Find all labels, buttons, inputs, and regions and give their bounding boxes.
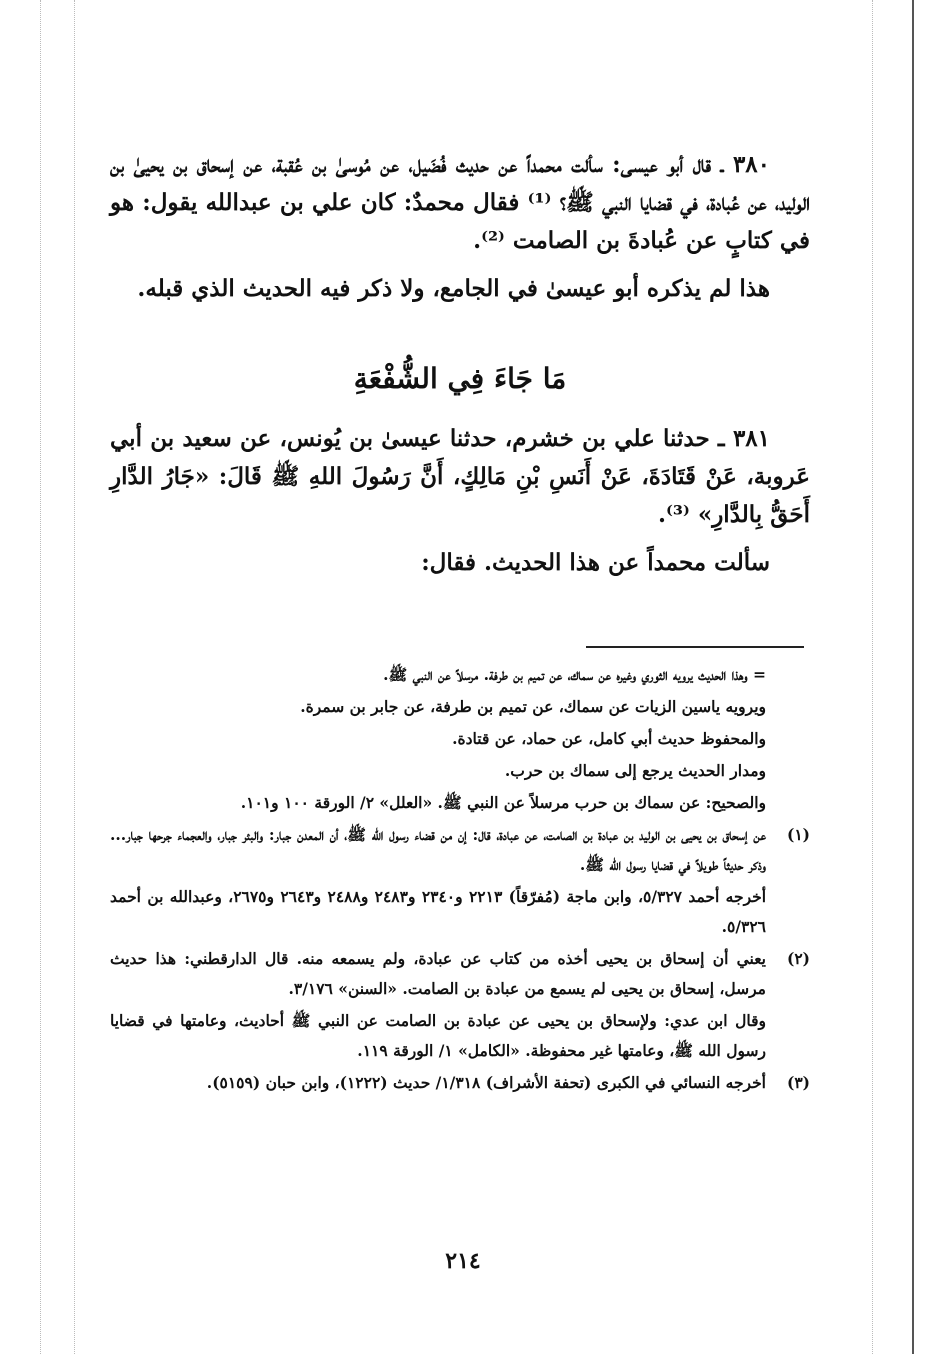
footnote-number: (٣) — [786, 1073, 810, 1092]
hadith-381 — [110, 420, 810, 592]
text-line: ٣٨٠ ـ قال أبو عيسى: سألت محمداً عن حديث فُضَيل، عن مُوسىٰ بن — [312, 151, 770, 178]
hadith-381-question: سألت محمداً عن هذا الحديث. فقال: — [421, 549, 770, 576]
chapter-heading: مَا جَاءَ فِي الشُّفْعَةِ — [353, 362, 567, 395]
binding-dots — [872, 0, 873, 1354]
footnote-line: = وهذا الحديث يرويه الثوري وغيره عن سماك، عن تميم بن طرفة. مرسلاً عن النبي ﷺ. — [383, 665, 766, 684]
footnote-line: يعني أن إسحاق بن يحيى أخذه من كتاب عن عبادة، ولم يسمعه منه. قال الدارقطني: هذا حديث مرسل، إسحاق بن يحيى لم يسمع من عبادة بن الصامت. «السنن» ٣/١٧٦. — [110, 949, 766, 998]
footnote-line: أخرجه أحمد ٥/٣٢٧، وابن ماجة (مُفرّقاً) ٢٢١٣ و٢٣٤٠ و٢٤٨٣ و٢٤٨٨ و٢٦٤٣ و٢٦٧٥، وعبدالله بن أحمد ٥/٣٢٦. — [110, 887, 767, 936]
text-line: عَروبة، عَنْ قَتَادَةَ، عَنْ أَنَسِ بْنِ مَالِكٍ، أَنَّ رَسُولَ اللهِ ﷺ قَالَ: «جَارُ الدَّارِ — [110, 463, 810, 490]
footnote-3 — [110, 1068, 810, 1100]
hadith-380-note: هذا لم يذكره أبو عيسىٰ في الجامع، ولا ذكر فيه الحديث الذي قبله. — [137, 275, 770, 302]
footnote-line: ومدار الحديث يرجع إلى سماك بن حرب. — [504, 761, 766, 780]
footnote-2 — [110, 944, 810, 1068]
binding-dots — [40, 0, 41, 1354]
binding-dots — [74, 0, 75, 1354]
footnotes — [110, 660, 810, 1100]
footnote-continuation — [110, 660, 810, 818]
footnote-number: (١) — [786, 825, 810, 844]
footnote-number: (٢) — [786, 949, 810, 968]
text-line: ٣٨١ ـ حدثنا علي بن خشرم، حدثنا عيسىٰ بن يُونس، عن سعيد بن أبي — [110, 425, 770, 452]
footnote-line: عن إسحاق بن يحيى بن الوليد بن عبادة بن الصامت، عن عبادة، قال: إن من قضاء رسول الله ﷺ، أن المعدن جبار: والبئر جبار، والعجماء جرحها جبار... وذكر حديثاً طويلاً في قضايا رسول الله ﷺ. — [110, 825, 766, 874]
footnote-line: أخرجه النسائي في الكبرى (تحفة الأشراف) ١/٣١٨/ حديث (١٢٢٢)، وابن حبان (٥١٥٩). — [206, 1073, 766, 1092]
footnote-line: ويرويه ياسين الزيات عن سماك، عن تميم بن طرفة، عن جابر بن سمرة. — [300, 697, 766, 716]
hadith-381-text — [110, 420, 810, 534]
text-line: فقال محمدٌ: كان علي بن عبدالله يقول: هو في كتابٍ عن عُبادةَ بن الصامت ⁽²⁾. — [110, 189, 810, 254]
text-line: عُقبة، عن إسحاق بن يحيىٰ بن الوليد، عن عُبادة، في قضايا النبي ﷺ؟ ⁽¹⁾ — [110, 151, 811, 216]
page-number: ٢١٤ — [445, 1248, 481, 1274]
footnote-line: والصحيح: عن سماك بن حرب مرسلاً عن النبي ﷺ. «العلل» ٢/ الورقة ١٠٠ و١٠١. — [240, 793, 766, 812]
footnote-separator — [586, 646, 804, 648]
hadith-380-text — [110, 146, 810, 260]
footnote-1 — [110, 820, 810, 944]
page-edge-rule — [912, 0, 914, 1354]
hadith-380 — [110, 146, 810, 318]
footnote-line: والمحفوظ حديث أبي كامل، عن حماد، عن قتادة. — [452, 729, 766, 748]
text-line: أَحَقُّ بِالدَّارِ» ⁽³⁾. — [658, 501, 810, 528]
footnote-line: وقال ابن عدي: ولإسحاق بن يحيى عن عبادة بن الصامت عن النبي ﷺ أحاديث، وعامتها في قضايا رسول الله ﷺ، وعامتها غير محفوظة. «الكامل» ١/ الورقة ١١٩. — [110, 1011, 766, 1060]
